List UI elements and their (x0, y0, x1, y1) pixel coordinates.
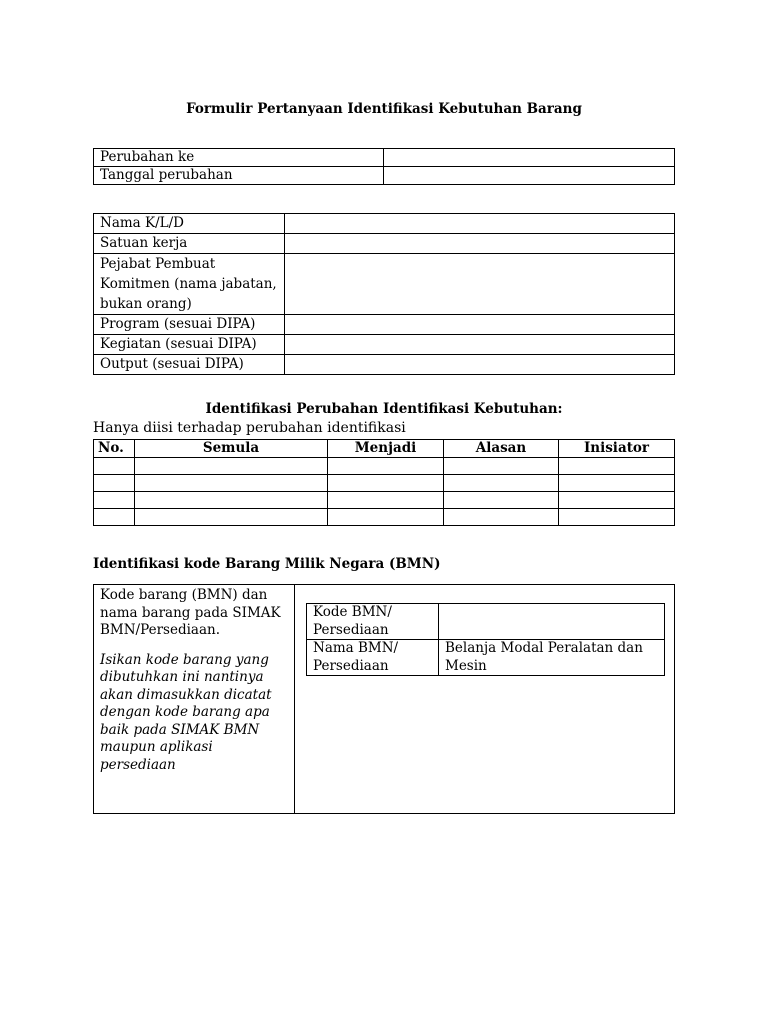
table-row (94, 214, 675, 234)
revision-date-field[interactable] (384, 167, 675, 185)
output-field[interactable] (285, 355, 675, 375)
table-cell[interactable] (328, 475, 444, 492)
col-no-header: No. (94, 440, 135, 458)
commitment-officer-label: Pejabat Pembuat Komitmen (nama jabatan, bukan orang) (94, 254, 285, 315)
table-cell[interactable] (559, 509, 675, 526)
table-row (94, 167, 675, 185)
table-cell[interactable] (559, 492, 675, 509)
changes-table (93, 439, 675, 526)
col-initiator-header: Inisiator (559, 440, 675, 458)
table-cell[interactable] (444, 475, 559, 492)
activity-field[interactable] (285, 335, 675, 355)
table-header-row (94, 440, 675, 458)
revision-number-field[interactable] (384, 149, 675, 167)
bmn-table (93, 584, 675, 814)
revision-date-label: Tanggal perubahan (94, 167, 384, 185)
table-cell[interactable] (135, 458, 328, 475)
table-cell[interactable] (444, 458, 559, 475)
bmn-code-field[interactable] (439, 604, 665, 640)
table-row (94, 149, 675, 167)
commitment-officer-field[interactable] (285, 254, 675, 315)
table-cell[interactable] (328, 458, 444, 475)
work-unit-field[interactable] (285, 234, 675, 254)
table-row (94, 315, 675, 335)
bmn-name-label: Nama BMN/ Persediaan (307, 640, 439, 676)
bmn-heading: Identifikasi kode Barang Milik Negara (BMN) (93, 556, 441, 572)
bmn-code-label: Kode BMN/ Persediaan (307, 604, 439, 640)
work-unit-label: Satuan kerja (94, 234, 285, 254)
program-field[interactable] (285, 315, 675, 335)
info-table (93, 213, 675, 375)
table-cell[interactable] (328, 492, 444, 509)
table-cell[interactable] (328, 509, 444, 526)
bmn-description: Kode barang (BMN) dan nama barang pada SIMAK BMN/Persediaan. (100, 587, 281, 638)
table-row (94, 585, 675, 814)
program-label: Program (sesuai DIPA) (94, 315, 285, 335)
table-row (94, 492, 675, 509)
table-cell[interactable] (444, 509, 559, 526)
table-row (94, 509, 675, 526)
output-label: Output (sesuai DIPA) (94, 355, 285, 375)
table-cell[interactable] (94, 475, 135, 492)
bmn-instruction: Isikan kode barang yang dibutuhkan ini nantinya akan dimasukkan dicatat dengan kode barang apa baik pada SIMAK BMN maupun aplikasi persediaan (100, 651, 272, 773)
changes-note: Hanya diisi terhadap perubahan identifikasi (93, 420, 406, 436)
table-cell[interactable] (444, 492, 559, 509)
col-original-header: Semula (135, 440, 328, 458)
table-row (307, 640, 665, 676)
table-row (307, 604, 665, 640)
table-row (94, 234, 675, 254)
table-row (94, 475, 675, 492)
table-row (94, 335, 675, 355)
changes-heading: Identifikasi Perubahan Identifikasi Kebutuhan: (205, 401, 563, 417)
revision-table (93, 148, 675, 185)
table-row (94, 458, 675, 475)
bmn-code-cell (295, 585, 675, 814)
agency-label: Nama K/L/D (94, 214, 285, 234)
table-cell[interactable] (135, 509, 328, 526)
revision-number-label: Perubahan ke (94, 149, 384, 167)
table-cell[interactable] (559, 458, 675, 475)
table-row (94, 254, 675, 315)
table-cell[interactable] (559, 475, 675, 492)
col-new-header: Menjadi (328, 440, 444, 458)
table-cell[interactable] (135, 492, 328, 509)
form-title: Formulir Pertanyaan Identifikasi Kebutuhan Barang (186, 101, 582, 117)
table-cell[interactable] (94, 509, 135, 526)
activity-label: Kegiatan (sesuai DIPA) (94, 335, 285, 355)
table-row (94, 355, 675, 375)
table-cell[interactable] (135, 475, 328, 492)
bmn-name-field[interactable]: Belanja Modal Peralatan dan Mesin (439, 640, 665, 676)
table-cell[interactable] (94, 492, 135, 509)
col-reason-header: Alasan (444, 440, 559, 458)
agency-field[interactable] (285, 214, 675, 234)
table-cell[interactable] (94, 458, 135, 475)
bmn-description-cell (94, 585, 295, 814)
bmn-code-table (306, 603, 665, 676)
